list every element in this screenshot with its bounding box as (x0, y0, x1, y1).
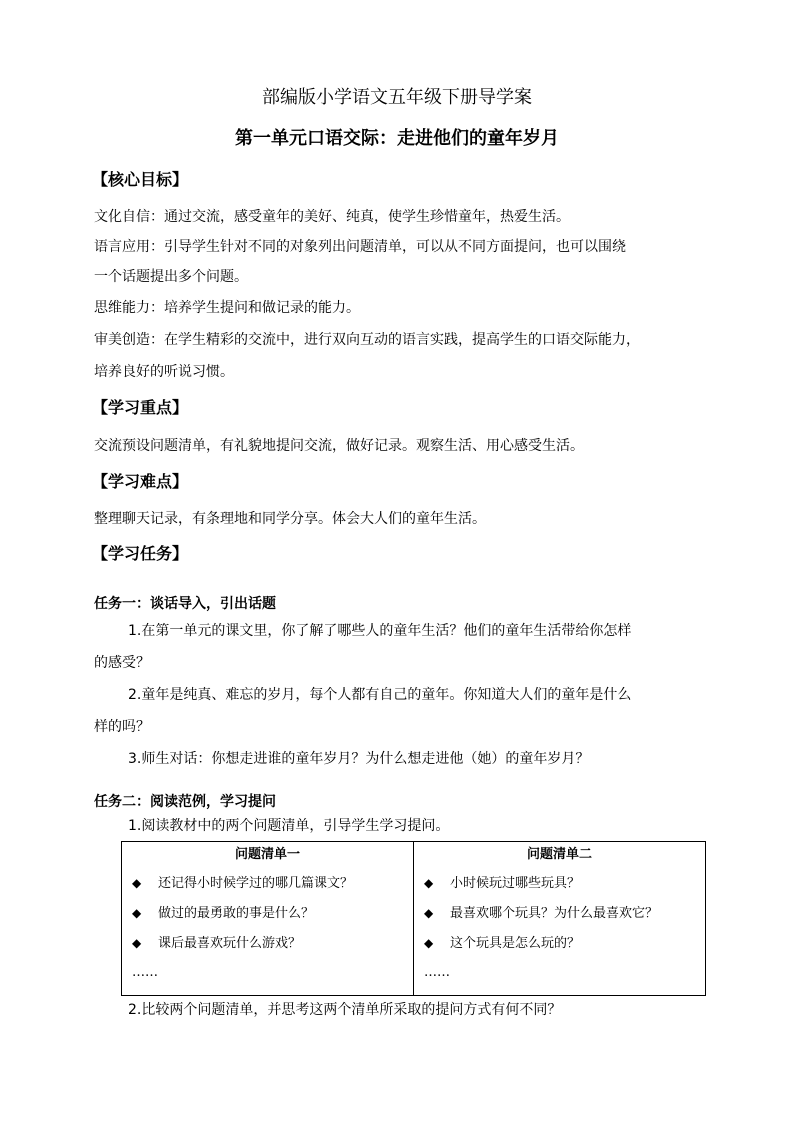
question-item: ◆ 还记得小时候学过的哪几篇课文？ (122, 868, 413, 898)
ellipsis: …… (424, 965, 450, 980)
diamond-bullet-icon: ◆ (424, 936, 434, 950)
diamond-bullet-icon: ◆ (132, 936, 142, 950)
question-list-header: 问题清单一 (234, 847, 300, 862)
task2-title: 任务二：阅读范例，学习提问 (94, 794, 276, 810)
question-item: ◆ 最喜欢哪个玩具？为什么最喜欢它？ (414, 898, 705, 928)
core-goal-line: 思维能力：培养学生提问和做记录的能力。 (94, 300, 360, 316)
lesson-title: 第一单元口语交际：走进他们的童年岁月 (235, 128, 559, 149)
task2-step1: 1.阅读教材中的两个问题清单，引导学生学习提问。 (128, 818, 450, 834)
core-goals-heading: 【核心目标】 (92, 170, 189, 189)
core-goal-line: 审美创造：在学生精彩的交流中，进行双向互动的语言实践，提高学生的口语交际能力， (94, 332, 640, 348)
task1-line: 2.童年是纯真、难忘的岁月，每个人都有自己的童年。你知道大人们的童年是什么 (128, 687, 632, 703)
core-goal-line: 一个话题提出多个问题。 (94, 269, 248, 285)
diamond-bullet-icon: ◆ (424, 876, 434, 890)
question-list-table (121, 841, 706, 996)
question-item: ◆ 做过的最勇敢的事是什么？ (122, 898, 413, 928)
difficulty-heading: 【学习难点】 (92, 472, 189, 491)
core-goal-line: 文化自信：通过交流，感受童年的美好、纯真，使学生珍惜童年，热爱生活。 (94, 209, 570, 225)
task1-line: 的感受？ (94, 655, 150, 671)
question-item: ◆ 这个玩具是怎么玩的？ (414, 928, 705, 958)
core-goal-line: 培养良好的听说习惯。 (94, 364, 234, 380)
question-list-header: 问题清单二 (526, 847, 592, 862)
task1-line: 3.师生对话：你想走进谁的童年岁月？为什么想走进他（她）的童年岁月？ (128, 751, 590, 767)
core-goal-line: 语言应用：引导学生针对不同的对象列出问题清单，可以从不同方面提问，也可以围绕 (94, 239, 626, 255)
question-list-column-2 (414, 842, 706, 996)
difficulty-text: 整理聊天记录，有条理地和同学分享。体会大人们的童年生活。 (94, 511, 486, 527)
question-item: ◆ 小时候玩过哪些玩具？ (414, 868, 705, 898)
diamond-bullet-icon: ◆ (132, 876, 142, 890)
diamond-bullet-icon: ◆ (132, 906, 142, 920)
document-title: 部编版小学语文五年级下册导学案 (262, 87, 532, 108)
task2-step2: 2.比较两个问题清单，并思考这两个清单所采取的提问方式有何不同？ (128, 1002, 562, 1018)
diamond-bullet-icon: ◆ (424, 906, 434, 920)
task1-title: 任务一：谈话导入，引出话题 (94, 596, 276, 612)
question-list-column-1 (122, 842, 414, 996)
question-item: ◆ 课后最喜欢玩什么游戏？ (122, 928, 413, 958)
tasks-heading: 【学习任务】 (92, 544, 189, 563)
ellipsis: …… (132, 965, 158, 980)
task1-line: 1.在第一单元的课文里，你了解了哪些人的童年生活？他们的童年生活带给你怎样 (128, 623, 632, 639)
task1-line: 样的吗？ (94, 719, 150, 735)
focus-heading: 【学习重点】 (92, 398, 189, 417)
focus-text: 交流预设问题清单，有礼貌地提问交流，做好记录。观察生活、用心感受生活。 (94, 438, 584, 454)
